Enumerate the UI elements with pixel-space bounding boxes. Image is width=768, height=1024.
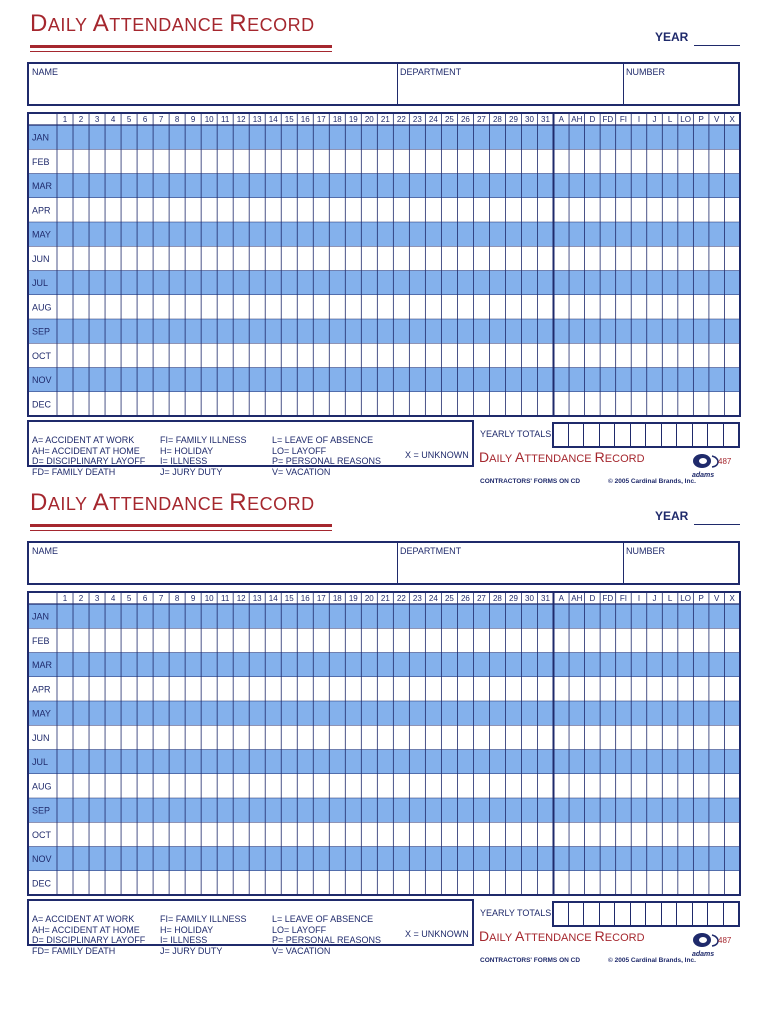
- day-header: 12: [236, 594, 246, 603]
- code-header: FD: [602, 115, 614, 124]
- day-header: 26: [460, 115, 470, 124]
- legend-column: [272, 914, 381, 956]
- month-band: [28, 750, 740, 774]
- day-header: 18: [332, 115, 342, 124]
- totals-cell-divider: [599, 903, 600, 925]
- month-label: JAN: [32, 611, 50, 622]
- day-header: 4: [110, 594, 116, 603]
- month-label: DEC: [32, 878, 52, 889]
- number-field[interactable]: NUMBER: [626, 546, 666, 556]
- month-band: [28, 174, 740, 198]
- month-label: NOV: [32, 375, 52, 386]
- department-field[interactable]: DEPARTMENT: [400, 67, 462, 77]
- footer-product-line: CONTRACTORS' FORMS ON CD: [480, 478, 581, 485]
- code-header: X: [729, 594, 735, 603]
- day-header: 8: [174, 115, 180, 124]
- day-header: 28: [492, 594, 502, 603]
- legend-box: [27, 899, 474, 956]
- day-header: 31: [541, 594, 550, 603]
- legend-item: FD= FAMILY DEATH: [32, 945, 116, 956]
- day-header: 16: [300, 115, 310, 124]
- totals-cell-divider: [630, 903, 631, 925]
- day-header: 18: [332, 594, 342, 603]
- day-header: 15: [284, 594, 294, 603]
- totals-cell-divider: [630, 424, 631, 446]
- month-label: NOV: [32, 854, 52, 865]
- code-header: FI: [619, 115, 627, 124]
- totals-cell-divider: [676, 903, 677, 925]
- totals-cell-divider: [661, 903, 662, 925]
- month-label: OCT: [32, 829, 51, 840]
- legend-item: L= LEAVE OF ABSENCE: [272, 435, 374, 445]
- legend-column: [160, 435, 246, 477]
- day-header: 25: [444, 115, 454, 124]
- totals-cell-divider: [692, 424, 693, 446]
- legend-unknown: X = UNKNOWN: [405, 929, 469, 939]
- day-header: 22: [396, 115, 406, 124]
- legend-column: [32, 435, 145, 477]
- legend-item: FD= FAMILY DEATH: [32, 466, 116, 477]
- month-label: SEP: [32, 326, 51, 337]
- yearly-totals-label: YEARLY TOTALS: [480, 429, 552, 439]
- totals-cell-divider: [645, 903, 646, 925]
- day-header: 24: [428, 594, 438, 603]
- legend-item: AH= ACCIDENT AT HOME: [32, 924, 140, 935]
- day-header: 30: [525, 594, 534, 603]
- day-header: 27: [476, 594, 486, 603]
- code-header: P: [698, 115, 704, 124]
- month-band: [28, 319, 740, 343]
- day-header: 30: [525, 115, 534, 124]
- code-header: A: [558, 115, 564, 124]
- totals-cell-divider: [645, 424, 646, 446]
- day-header: 1: [62, 594, 68, 603]
- day-header: 17: [316, 594, 326, 603]
- legend-item: H= HOLIDAY: [160, 445, 214, 456]
- code-header: J: [652, 594, 657, 603]
- yearly-totals-label: YEARLY TOTALS: [480, 908, 552, 918]
- month-label: FEB: [32, 156, 50, 167]
- name-field[interactable]: NAME: [32, 67, 59, 77]
- day-header: 21: [380, 594, 390, 603]
- month-band: [28, 604, 740, 628]
- legend-column: [160, 914, 246, 956]
- legend-item: H= HOLIDAY: [160, 924, 214, 935]
- day-header: 14: [268, 115, 278, 124]
- attendance-grid: [0, 479, 768, 959]
- month-label: OCT: [32, 350, 51, 361]
- legend-item: I= ILLNESS: [160, 935, 208, 945]
- yearly-totals-row[interactable]: [552, 901, 740, 927]
- month-label: JUN: [32, 253, 50, 264]
- month-label: DEC: [32, 399, 52, 410]
- code-header: V: [714, 594, 720, 603]
- totals-cell-divider: [676, 424, 677, 446]
- code-header: FD: [602, 594, 614, 603]
- day-header: 26: [460, 594, 470, 603]
- code-header: L: [667, 594, 673, 603]
- logo-code: 487: [718, 457, 732, 466]
- legend-item: P= PERSONAL REASONS: [272, 456, 381, 466]
- month-band: [28, 271, 740, 295]
- month-band: [28, 847, 740, 871]
- day-header: 19: [348, 594, 358, 603]
- month-band: [28, 653, 740, 677]
- adams-logo-icon: [690, 452, 740, 480]
- code-header: LO: [680, 594, 691, 603]
- day-header: 5: [126, 594, 132, 603]
- footer-copyright: © 2005 Cardinal Brands, Inc.: [608, 478, 696, 485]
- day-header: 25: [444, 594, 454, 603]
- legend-column: [32, 914, 145, 956]
- month-label: JUL: [32, 757, 49, 768]
- totals-cell-divider: [707, 903, 708, 925]
- day-header: 28: [492, 115, 502, 124]
- day-header: 31: [541, 115, 550, 124]
- totals-cell-divider: [583, 424, 584, 446]
- code-header: AH: [571, 594, 583, 603]
- totals-cell-divider: [692, 903, 693, 925]
- code-header: L: [667, 115, 673, 124]
- day-header: 2: [78, 594, 84, 603]
- day-header: 24: [428, 115, 438, 124]
- day-header: 8: [174, 594, 180, 603]
- day-header: 1: [62, 115, 68, 124]
- attendance-record-2: [0, 479, 768, 964]
- month-label: JAN: [32, 132, 50, 143]
- code-header: I: [637, 115, 641, 124]
- code-header: J: [652, 115, 657, 124]
- legend-column: [272, 435, 381, 477]
- yearly-totals-row[interactable]: [552, 422, 740, 448]
- day-header: 20: [364, 115, 374, 124]
- day-header: 22: [396, 594, 406, 603]
- legend-item: V= VACATION: [272, 466, 331, 477]
- month-band: [28, 125, 740, 149]
- month-label: MAY: [32, 229, 51, 240]
- code-header: D: [589, 115, 596, 124]
- code-header: I: [637, 594, 641, 603]
- code-header: V: [714, 115, 720, 124]
- day-header: 13: [252, 115, 262, 124]
- month-label: APR: [32, 684, 51, 695]
- day-header: 11: [221, 594, 230, 603]
- legend-item: LO= LAYOFF: [272, 445, 327, 456]
- code-header: AH: [571, 115, 583, 124]
- code-header: A: [558, 594, 564, 603]
- month-label: FEB: [32, 635, 50, 646]
- legend-item: J= JURY DUTY: [160, 945, 223, 956]
- legend-item: A= ACCIDENT AT WORK: [32, 435, 135, 445]
- attendance-record-1: [0, 0, 768, 485]
- legend-item: V= VACATION: [272, 945, 331, 956]
- year-label: YEAR: [655, 30, 689, 44]
- totals-cell-divider: [614, 903, 615, 925]
- legend-item: P= PERSONAL REASONS: [272, 935, 381, 945]
- day-header: 29: [509, 594, 518, 603]
- day-header: 13: [252, 594, 262, 603]
- month-band: [28, 368, 740, 392]
- footer-product-line: CONTRACTORS' FORMS ON CD: [480, 957, 581, 964]
- day-header: 3: [94, 115, 100, 124]
- form-title: DAILY ATTENDANCE RECORD: [30, 489, 315, 516]
- legend-item: L= LEAVE OF ABSENCE: [272, 914, 374, 924]
- totals-cell-divider: [599, 424, 600, 446]
- day-header: 16: [300, 594, 310, 603]
- day-header: 11: [221, 115, 230, 124]
- day-header: 15: [284, 115, 294, 124]
- month-label: JUN: [32, 732, 50, 743]
- totals-cell-divider: [723, 424, 724, 446]
- department-field[interactable]: DEPARTMENT: [400, 546, 462, 556]
- day-header: 10: [204, 115, 214, 124]
- month-band: [28, 701, 740, 725]
- legend-item: J= JURY DUTY: [160, 466, 223, 477]
- day-header: 14: [268, 594, 278, 603]
- year-label: YEAR: [655, 509, 689, 523]
- day-header: 7: [158, 115, 164, 124]
- code-header: X: [729, 115, 735, 124]
- totals-cell-divider: [614, 424, 615, 446]
- month-label: AUG: [32, 781, 52, 792]
- totals-cell-divider: [707, 424, 708, 446]
- day-header: 23: [412, 594, 422, 603]
- day-header: 29: [509, 115, 518, 124]
- month-label: MAR: [32, 181, 52, 192]
- code-header: P: [698, 594, 704, 603]
- legend-item: D= DISCIPLINARY LAYOFF: [32, 935, 146, 945]
- adams-logo-icon: [690, 931, 740, 959]
- month-label: MAR: [32, 660, 52, 671]
- legend-item: FI= FAMILY ILLNESS: [160, 435, 247, 445]
- month-label: SEP: [32, 805, 51, 816]
- form-subtitle: DAILY ATTENDANCE RECORD: [479, 928, 645, 944]
- day-header: 27: [476, 115, 486, 124]
- logo-code: 487: [718, 936, 732, 945]
- day-header: 6: [142, 115, 148, 124]
- day-header: 17: [316, 115, 326, 124]
- day-header: 2: [78, 115, 84, 124]
- month-label: MAY: [32, 708, 51, 719]
- totals-cell-divider: [661, 424, 662, 446]
- day-header: 21: [380, 115, 390, 124]
- day-header: 20: [364, 594, 374, 603]
- totals-cell-divider: [568, 903, 569, 925]
- day-header: 6: [142, 594, 148, 603]
- totals-cell-divider: [583, 903, 584, 925]
- name-field[interactable]: NAME: [32, 546, 59, 556]
- month-band: [28, 798, 740, 822]
- totals-cell-divider: [723, 903, 724, 925]
- code-header: D: [589, 594, 596, 603]
- day-header: 23: [412, 115, 422, 124]
- day-header: 10: [204, 594, 214, 603]
- attendance-grid: [0, 0, 768, 480]
- code-header: FI: [619, 594, 627, 603]
- legend-box: [27, 420, 474, 477]
- form-subtitle: DAILY ATTENDANCE RECORD: [479, 449, 645, 465]
- legend-item: D= DISCIPLINARY LAYOFF: [32, 456, 146, 466]
- day-header: 4: [110, 115, 116, 124]
- form-title: DAILY ATTENDANCE RECORD: [30, 10, 315, 37]
- number-field[interactable]: NUMBER: [626, 67, 666, 77]
- day-header: 19: [348, 115, 358, 124]
- month-band: [28, 222, 740, 246]
- month-label: AUG: [32, 302, 52, 313]
- legend-unknown: X = UNKNOWN: [405, 450, 469, 460]
- day-header: 3: [94, 594, 100, 603]
- month-label: JUL: [32, 278, 49, 289]
- logo-brand: adams: [692, 472, 715, 479]
- footer-copyright: © 2005 Cardinal Brands, Inc.: [608, 957, 696, 964]
- totals-cell-divider: [568, 424, 569, 446]
- legend-item: A= ACCIDENT AT WORK: [32, 914, 135, 924]
- legend-item: FI= FAMILY ILLNESS: [160, 914, 247, 924]
- code-header: LO: [680, 115, 691, 124]
- day-header: 5: [126, 115, 132, 124]
- month-label: APR: [32, 205, 51, 216]
- legend-item: AH= ACCIDENT AT HOME: [32, 445, 140, 456]
- legend-item: I= ILLNESS: [160, 456, 208, 466]
- logo-brand: adams: [692, 951, 715, 958]
- day-header: 12: [236, 115, 246, 124]
- legend-item: LO= LAYOFF: [272, 924, 327, 935]
- day-header: 9: [190, 594, 196, 603]
- day-header: 7: [158, 594, 164, 603]
- day-header: 9: [190, 115, 196, 124]
